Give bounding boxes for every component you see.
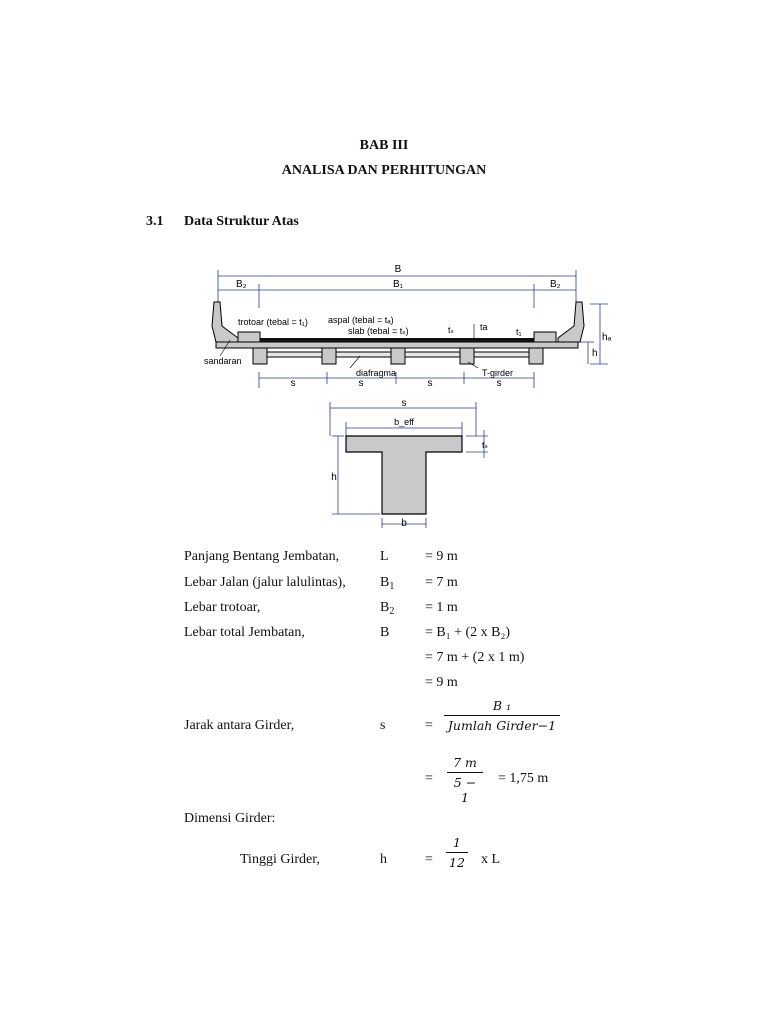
- tsec-label-h: h: [331, 472, 337, 483]
- row-sym-B: B: [380, 625, 390, 640]
- row-sym-L: L: [380, 549, 389, 564]
- row-result-s: = 1,75 m: [498, 771, 549, 786]
- fraction-tinggi: [446, 835, 468, 870]
- row-sym-h: h: [380, 852, 387, 867]
- label-h: h: [592, 348, 598, 359]
- row-eq-s2: =: [425, 771, 433, 786]
- fraction-jarak-denominator: Jumlah Girder−1: [447, 718, 557, 733]
- section-number: 3.1: [146, 214, 164, 229]
- label-tgirder: T-girder: [482, 368, 514, 378]
- label-s-3: s: [427, 378, 433, 389]
- row-sym-B1: $B_1$: [380, 575, 395, 592]
- section-title: Data Struktur Atas: [184, 214, 299, 229]
- fraction-jarak-formula: [444, 698, 560, 733]
- fraction-tinggi-bar: [446, 852, 468, 853]
- row-sym-B2: $B_2$: [380, 600, 395, 617]
- row-label-tinggi: Tinggi Girder,: [240, 852, 320, 867]
- row-eq-B-substitute: = 7 m + (2 x 1 m): [425, 650, 525, 665]
- row-eq-B-formula: = B₁ + (2 x B₂): [425, 625, 511, 640]
- row-eq-B2: = 1 m: [425, 600, 458, 615]
- label-ha: hₐ: [602, 332, 612, 343]
- label-B2-left: B₂: [236, 279, 247, 290]
- fraction-jarak-value-bar: [447, 772, 483, 773]
- fraction-tinggi-denominator: 12: [449, 855, 465, 870]
- chapter-title: ANALISA DAN PERHITUNGAN: [281, 163, 487, 178]
- fraction-jarak-bar: [444, 715, 560, 716]
- row-eq-L: = 9 m: [425, 549, 458, 564]
- t-girder-section-diagram: [320, 396, 500, 532]
- tsec-label-ts: tₛ: [482, 440, 488, 450]
- label-slab: slab (tebal = tₛ): [348, 326, 409, 336]
- label-diafragma: diafragma: [356, 368, 397, 378]
- row-label-panjang: Panjang Bentang Jembatan,: [184, 549, 340, 564]
- chapter-label: BAB III: [359, 138, 409, 153]
- label-B: B: [394, 264, 402, 275]
- row-eq-B-result: = 9 m: [425, 675, 458, 690]
- row-label-lebar-total: Lebar total Jembatan,: [184, 625, 305, 640]
- label-t1: t₁: [516, 327, 522, 337]
- label-s-4: s: [496, 378, 502, 389]
- label-aspal: aspal (tebal = tₐ): [328, 315, 394, 325]
- label-ts: tₛ: [448, 325, 454, 335]
- row-tail-h: x L: [481, 852, 501, 867]
- label-s-2: s: [358, 378, 364, 389]
- fraction-jarak-value: [447, 755, 483, 805]
- fraction-jarak-value-denominator: 5 − 1: [453, 775, 477, 805]
- row-sym-s: s: [380, 718, 386, 733]
- row-label-lebar-trotoar: Lebar trotoar,: [184, 600, 261, 615]
- label-B2-right: B₂: [550, 279, 561, 290]
- fraction-tinggi-numerator: 1: [453, 835, 461, 850]
- label-ta: ta: [480, 322, 488, 332]
- row-eq-B1: = 7 m: [425, 575, 458, 590]
- label-trotoar: trotoar (tebal = t₁): [238, 317, 308, 327]
- fraction-jarak-numerator: B ₁: [492, 698, 512, 713]
- row-eq-h: =: [425, 852, 433, 867]
- tsec-label-s: s: [401, 398, 407, 409]
- row-label-lebar-jalan: Lebar Jalan (jalur lalulintas),: [184, 575, 346, 590]
- label-s-1: s: [290, 378, 296, 389]
- row-eq-s: =: [425, 718, 433, 733]
- label-B1: B₁: [392, 279, 404, 290]
- tsec-label-b: b: [401, 518, 407, 529]
- label-sandaran: sandaran: [204, 356, 242, 366]
- bridge-cross-section-diagram: [190, 258, 630, 398]
- fraction-jarak-value-numerator: 7 m: [453, 755, 477, 770]
- row-label-jarak: Jarak antara Girder,: [184, 718, 295, 733]
- dimensi-girder-label: Dimensi Girder:: [184, 811, 276, 826]
- tsec-label-beff: b_eff: [394, 417, 414, 427]
